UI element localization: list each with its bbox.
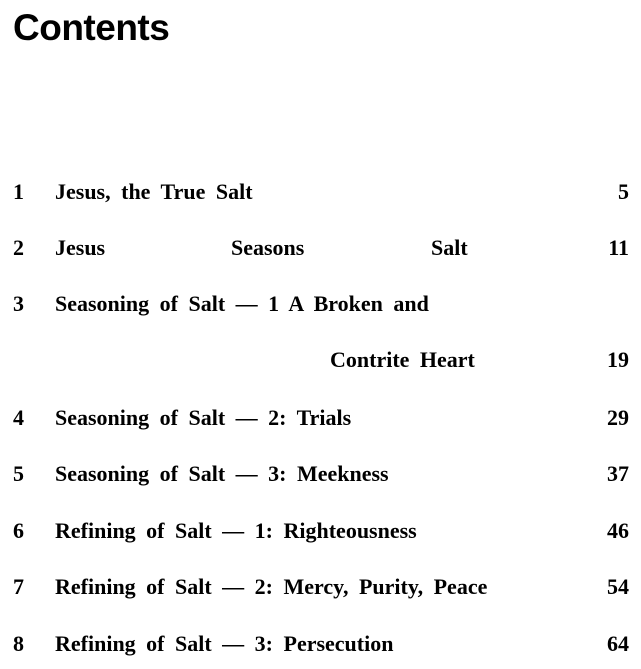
chapter-number: 6 xyxy=(13,518,24,543)
chapter-title-word: Seasons xyxy=(231,235,305,260)
chapter-title-word: Jesus xyxy=(55,235,106,260)
page-number: 46 xyxy=(607,518,629,543)
chapter-title-word: Salt xyxy=(431,235,468,260)
page-number: 37 xyxy=(607,461,629,486)
chapter-number: 4 xyxy=(13,405,24,430)
page-title: Contents xyxy=(13,7,170,48)
toc-entry[interactable] xyxy=(0,232,641,264)
toc-entry[interactable] xyxy=(0,288,641,320)
toc-entry[interactable] xyxy=(0,571,641,603)
page-number: 64 xyxy=(607,631,629,656)
chapter-title: Seasoning of Salt — 1 A Broken and xyxy=(55,291,429,316)
chapter-title: Refining of Salt — 2: Mercy, Purity, Peace xyxy=(55,574,488,599)
chapter-number: 5 xyxy=(13,461,24,486)
chapter-title: Refining of Salt — 1: Righteousness xyxy=(55,518,417,543)
page-number: 54 xyxy=(607,574,629,599)
chapter-title-continued: Contrite Heart xyxy=(330,347,475,372)
chapter-number: 8 xyxy=(13,631,24,656)
page-number: 29 xyxy=(607,405,629,430)
toc-entry[interactable] xyxy=(0,628,641,660)
toc-entry[interactable] xyxy=(0,402,641,434)
toc-entry-continuation[interactable] xyxy=(0,344,641,376)
chapter-number: 3 xyxy=(13,291,24,316)
page-number: 11 xyxy=(608,235,629,260)
page-number: 19 xyxy=(607,347,629,372)
chapter-number: 7 xyxy=(13,574,24,599)
toc-entry[interactable] xyxy=(0,458,641,490)
chapter-title: Seasoning of Salt — 3: Meekness xyxy=(55,461,389,486)
toc-entry[interactable] xyxy=(0,176,641,208)
page-number: 5 xyxy=(618,179,629,204)
chapter-number: 2 xyxy=(13,235,24,260)
toc-entry[interactable] xyxy=(0,515,641,547)
chapter-title: Refining of Salt — 3: Persecution xyxy=(55,631,394,656)
chapter-title: Jesus, the True Salt xyxy=(55,179,253,204)
chapter-title: Seasoning of Salt — 2: Trials xyxy=(55,405,352,430)
chapter-number: 1 xyxy=(13,179,24,204)
